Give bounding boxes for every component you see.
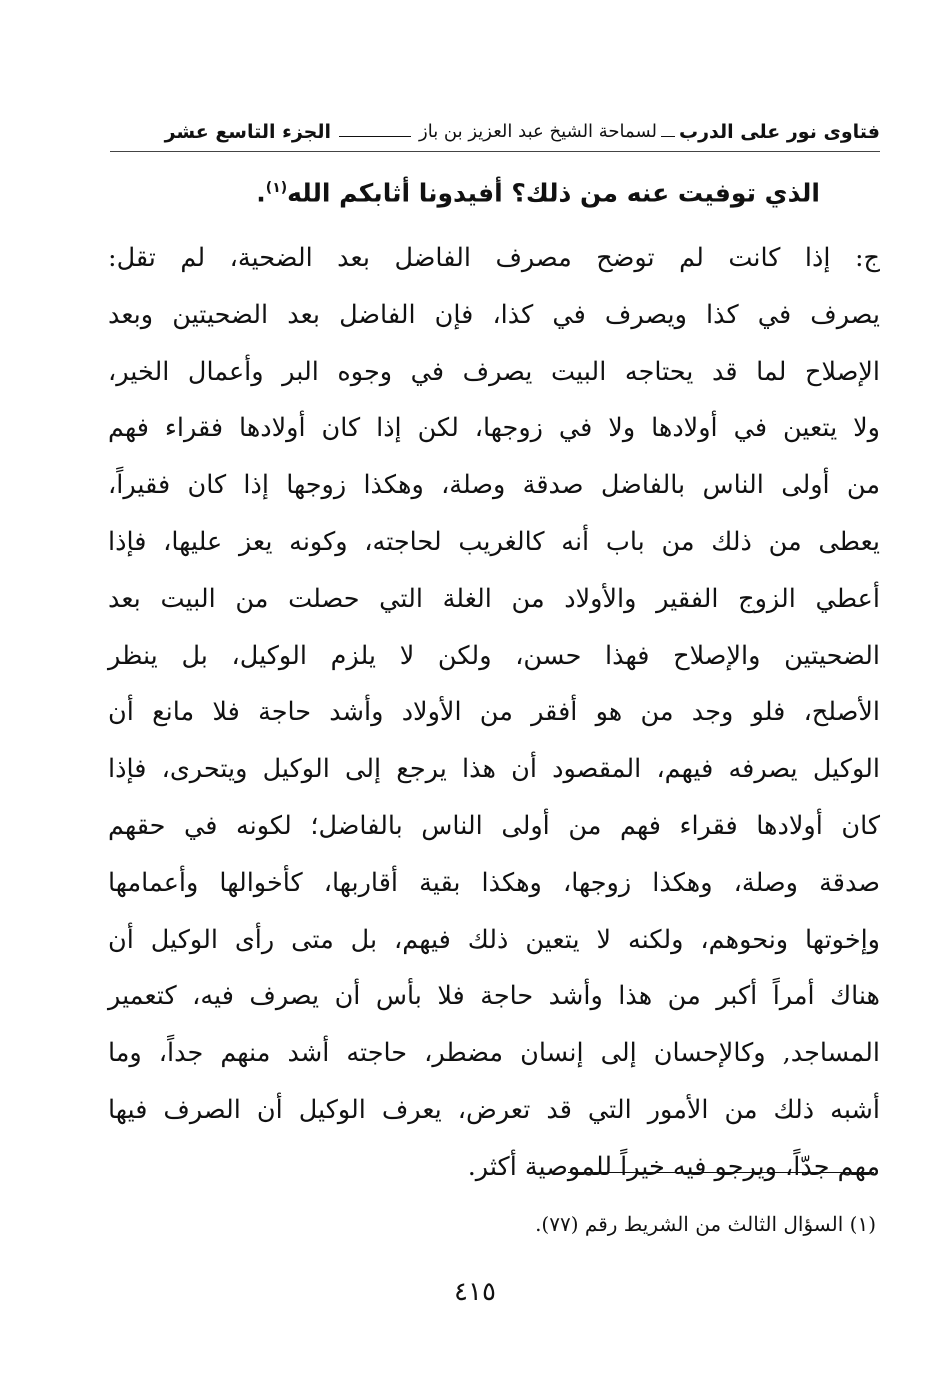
- header-separator: [661, 136, 675, 137]
- header-rule: [110, 151, 880, 152]
- running-header: [110, 112, 880, 152]
- answer-line: الضحيتين والإصلاح فهذا حسن، ولكن لا يلزم الوكيل، بل ينظر: [108, 640, 880, 671]
- question-body: الذي توفيت عنه من ذلك؟ أفيدونا أثابكم الله: [287, 178, 820, 208]
- volume-label: الجزء التاسع عشر: [164, 121, 332, 143]
- answer-paragraph: [108, 230, 880, 1196]
- answer-line: من أولى الناس بالفاضل صدقة وصلة، وهكذا زوجها إذا كان فقيراً،: [108, 470, 880, 501]
- footnote: (١) السؤال الثالث من الشريط رقم (٧٧).: [535, 1212, 876, 1236]
- page-number: ٤١٥: [454, 1277, 496, 1307]
- question-end: .: [256, 178, 266, 208]
- answer-line: الوكيل يصرفه فيهم، المقصود أن هذا يرجع إلى الوكيل ويتحرى، فإذا: [108, 754, 880, 785]
- answer-line: وإخوتها ونحوهم، ولكنه لا يتعين ذلك فيهم، بل متى رأى الوكيل أن: [108, 924, 880, 955]
- header-separator-long: [339, 136, 411, 137]
- answer-line: صدقة وصلة، وهكذا زوجها، وهكذا بقية أقاربها، كأخوالها وأعمامها: [108, 867, 880, 898]
- answer-line: يصرف في كذا ويصرف في كذا، فإن الفاضل بعد الضحيتين وبعد: [108, 299, 880, 330]
- answer-line: ولا يتعين في أولادها ولا في زوجها، لكن إذا كان أولادها فقراء فهم: [108, 413, 880, 444]
- answer-line: الأصلح، فلو وجد من هو أفقر من الأولاد وأشد حاجة فلا مانع أن: [108, 697, 880, 728]
- footnote-rule: [568, 1172, 874, 1173]
- answer-line: المساجد, وكالإحسان إلى إنسان مضطر، حاجته أشد منهم جداً، وما: [108, 1038, 880, 1069]
- answer-line: أعطي الزوج الفقير والأولاد من الغلة التي حصلت من البيت بعد: [108, 583, 880, 614]
- book-title: فتاوى نور على الدرب: [679, 121, 880, 143]
- answer-line: كان أولادها فقراء فهم من أولى الناس بالفاضل؛ لكونه في حقهم: [108, 810, 880, 841]
- answer-line: أشبه ذلك من الأمور التي قد تعرض، يعرف الوكيل أن الصرف فيها: [108, 1094, 880, 1125]
- answer-line: الإصلاح لما قد يحتاجه البيت يصرف في وجوه البر وأعمال الخير،: [108, 356, 880, 387]
- question-text: [110, 160, 878, 221]
- answer-line: مهم جدّاً، ويرجو فيه خيراً للموصية أكثر.: [467, 1151, 880, 1182]
- answer-line: هناك أمراً أكبر من هذا وأشد حاجة فلا بأس أن يصرف فيه، كتعمير: [108, 981, 880, 1012]
- answer-line: ج: إذا كانت لم توضح مصرف الفاضل بعد الضحية، لم تقل:: [108, 243, 880, 273]
- answer-line: يعطى من ذلك من باب أنه كالغريب لحاجته، وكونه يعز عليها، فإذا: [108, 526, 880, 557]
- footnote-reference: (١): [265, 180, 288, 196]
- author-line: لسماحة الشيخ عبد العزيز بن باز: [419, 121, 657, 142]
